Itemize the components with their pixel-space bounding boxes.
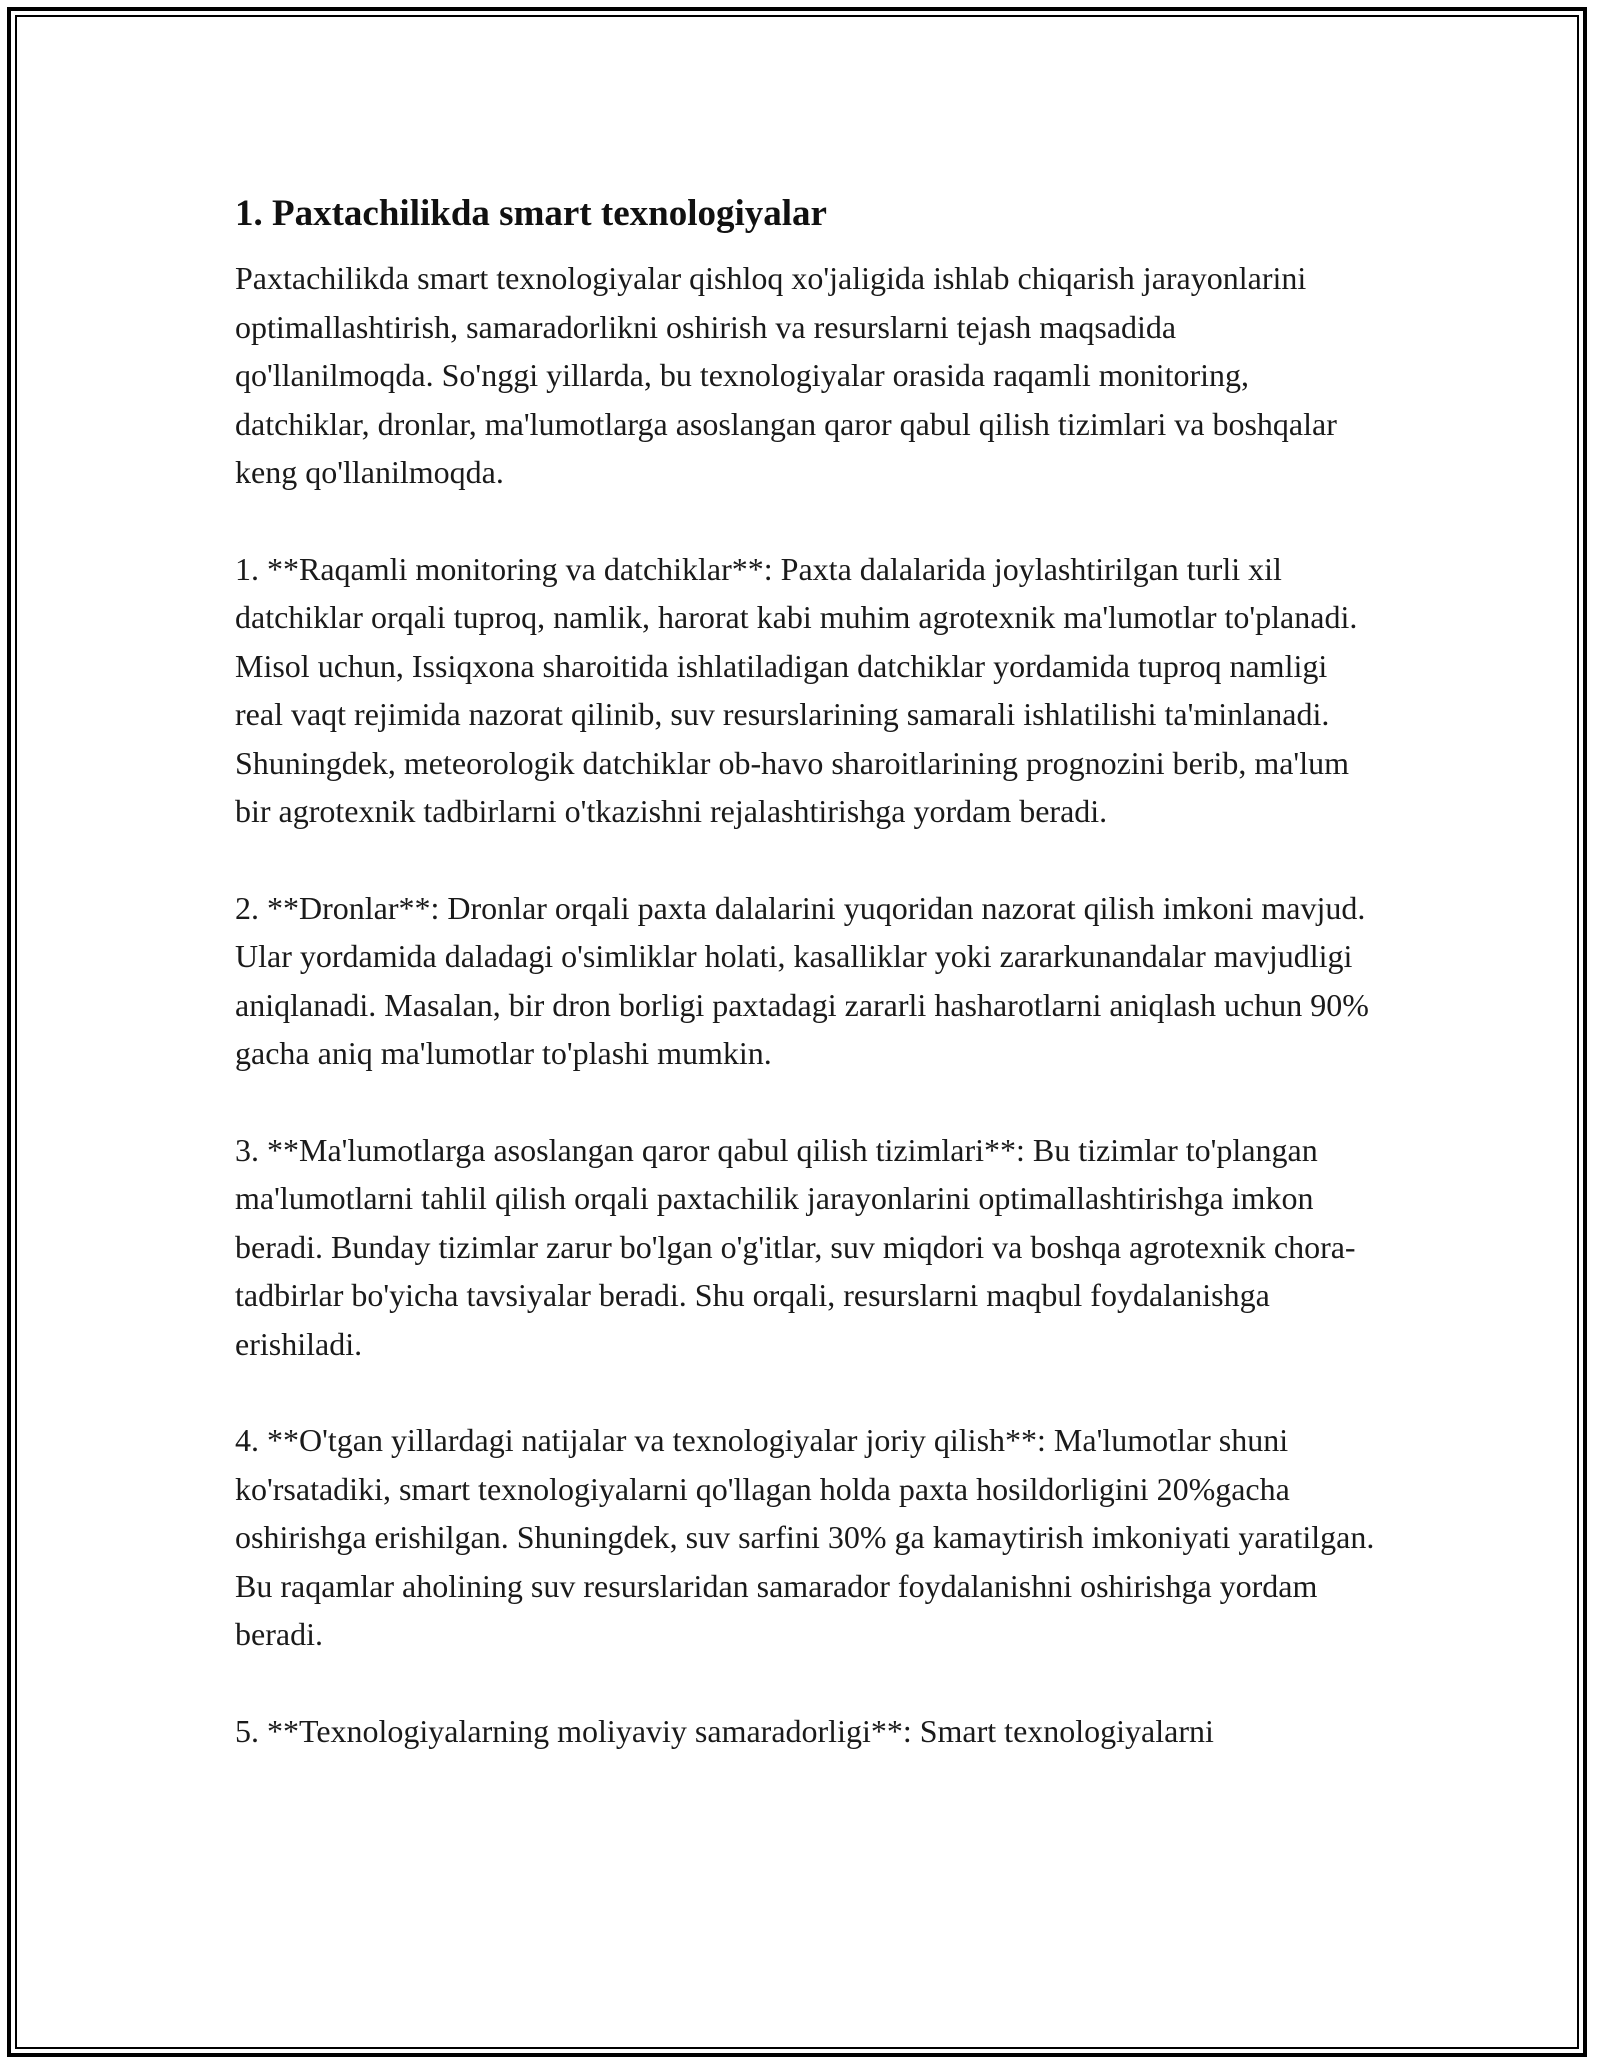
paragraph-financial-efficiency: 5. **Texnologiyalarning moliyaviy samaradorligi**: Smart texnologiyalarni	[235, 1712, 1214, 1749]
paragraph-digital-monitoring: 1. **Raqamli monitoring va datchiklar**: Paxta dalalarida joylashtirilgan turli xil datchiklar orqali tuproq, namlik, harorat kabi muhim agrotexnik ma'lumotlar to'planadi. Misol uchun, Issiqxona sharoitida ishlatiladigan datchiklar yordamida tuproq namligi real vaqt rejimida nazorat qilinib, suv resurslarining samarali ishlatilishi ta'minlanadi. Shuningdek, meteorologik datchiklar ob-havo sharoitlarining prognozini berib, ma'lum bir agrotexnik tadbirlarni o'tkazishni rejalashtirishga yordam beradi.	[235, 550, 1358, 829]
intro-paragraph: Paxtachilikda smart texnologiyalar qishloq xo'jaligida ishlab chiqarish jarayonlarini optimallashtirish, samaradorlikni oshirish va resurslarni tejash maqsadida qo'llanilmoqda. So'nggi yillarda, bu texnologiyalar orasida raqamli monitoring, datchiklar, dronlar, ma'lumotlarga asoslangan qaror qabul qilish tizimlari va boshqalar keng qo'llanilmoqda.	[235, 260, 1337, 490]
paragraph-decision-systems: 3. **Ma'lumotlarga asoslangan qaror qabul qilish tizimlari**: Bu tizimlar to'plangan ma'lumotlarni tahlil qilish orqali paxtachilik jarayonlarini optimallashtirishga imkon beradi. Bunday tizimlar zarur bo'lgan o'g'itlar, suv miqdori va boshqa agrotexnik chora-tadbirlar bo'yicha tavsiyalar beradi. Shu orqali, resurslarni maqbul foydalanishga erishiladi.	[235, 1131, 1356, 1362]
section-heading: 1. Paxtachilikda smart texnologiyalar	[235, 193, 827, 234]
document-body	[235, 186, 1375, 1755]
paragraph-drones: 2. **Dronlar**: Dronlar orqali paxta dalalarini yuqoridan nazorat qilish imkoni mavjud. Ular yordamida daladagi o'simliklar holati, kasalliklar yoki zararkunandalar mavjudligi aniqlanadi. Masalan, bir dron borligi paxtadagi zararli hasharotlarni aniqlash uchun 90% gacha aniq ma'lumotlar to'plashi mumkin.	[235, 889, 1369, 1071]
paragraph-past-results: 4. **O'tgan yillardagi natijalar va texnologiyalar joriy qilish**: Ma'lumotlar shuni ko'rsatadiki, smart texnologiyalarni qo'llagan holda paxta hosildorligini 20%gacha oshirishga erishilgan. Shuningdek, suv sarfini 30% ga kamaytirish imkoniyati yaratilgan. Bu raqamlar aholining suv resurslaridan samarador foydalanishni oshirishga yordam beradi.	[235, 1422, 1375, 1652]
